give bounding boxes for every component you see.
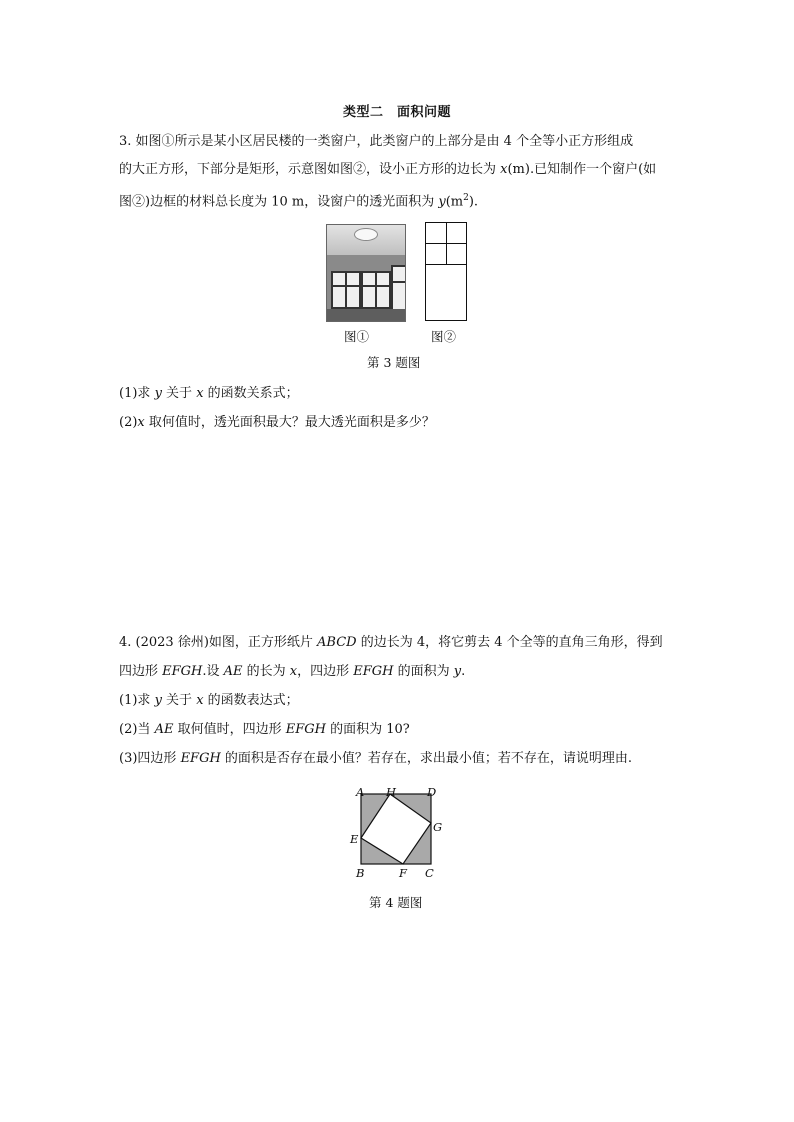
- label-G: G: [433, 820, 443, 834]
- q3-var-x: x: [500, 162, 508, 177]
- label-C: C: [425, 866, 434, 880]
- photo-window-right: [391, 265, 406, 311]
- q3-line-1-text: 3. 如图①所示是某小区居民楼的一类窗户，此类窗户的上部分是由 4 个全等小正方形组成: [119, 134, 634, 149]
- label-D: D: [427, 785, 437, 799]
- q3-line-3-a: 图②)边框的材料总长度为 10 m，设窗户的透光面积为: [119, 194, 439, 210]
- label-B: B: [356, 866, 365, 880]
- label-A: A: [356, 785, 365, 799]
- q4-part-2: (2)当 AE 取何值时，四边形 EFGH 的面积为 10?: [119, 722, 410, 737]
- photo-sill: [327, 309, 405, 321]
- q3-line-2: [119, 156, 681, 184]
- label-E: E: [350, 832, 359, 846]
- q3-var-y: y: [438, 194, 446, 210]
- q3-line-3: [119, 184, 681, 216]
- q3-part-2: (2)x 取何值时，透光面积最大？最大透光面积是多少？: [119, 415, 435, 430]
- question-3: [119, 128, 681, 216]
- window-diagram: [425, 222, 467, 321]
- question-4: [119, 628, 681, 773]
- q4-part-3: (3)四边形 EFGH 的面积是否存在最小值？若存在，求出最小值；若不存在，请说明理由.: [119, 751, 633, 766]
- q3-line-2-a: 的大正方形，下部分是矩形，示意图如图②，设小正方形的边长为: [119, 162, 501, 177]
- q3-part-1: (1)求 y 关于 x 的函数关系式；: [119, 386, 299, 401]
- section-title: 类型二 面积问题: [342, 105, 451, 120]
- label-F: F: [399, 866, 407, 880]
- q3-line-3-b: (m: [445, 194, 464, 210]
- fig-2-caption: 图②: [431, 329, 457, 344]
- label-H: H: [386, 785, 397, 799]
- fig-4-caption: 第 4 题图: [369, 895, 423, 910]
- question-3-parts: [119, 380, 681, 437]
- q4-line-2: 四边形 EFGH.设 AE 的长为 x，四边形 EFGH 的面积为 y.: [119, 664, 466, 679]
- window-photo: [326, 224, 406, 322]
- fig-3-caption: 第 3 题图: [367, 355, 421, 370]
- photo-window-left: [331, 271, 361, 309]
- fig-1-caption: 图①: [344, 329, 370, 344]
- ceiling-lamp-icon: [354, 228, 378, 241]
- q3-line-3-c: ).: [468, 194, 479, 210]
- q3-line-1: [119, 128, 681, 156]
- q4-line-1: 4. (2023 徐州)如图，正方形纸片 ABCD 的边长为 4，将它剪去 4 个全等的直角三角形，得到: [119, 635, 663, 650]
- photo-window-center: [361, 271, 391, 309]
- q3-line-2-b: (m).已知制作一个窗户(如: [507, 162, 657, 177]
- q4-part-1: (1)求 y 关于 x 的函数表达式；: [119, 693, 299, 708]
- q3-unit-sup: 2: [463, 193, 469, 203]
